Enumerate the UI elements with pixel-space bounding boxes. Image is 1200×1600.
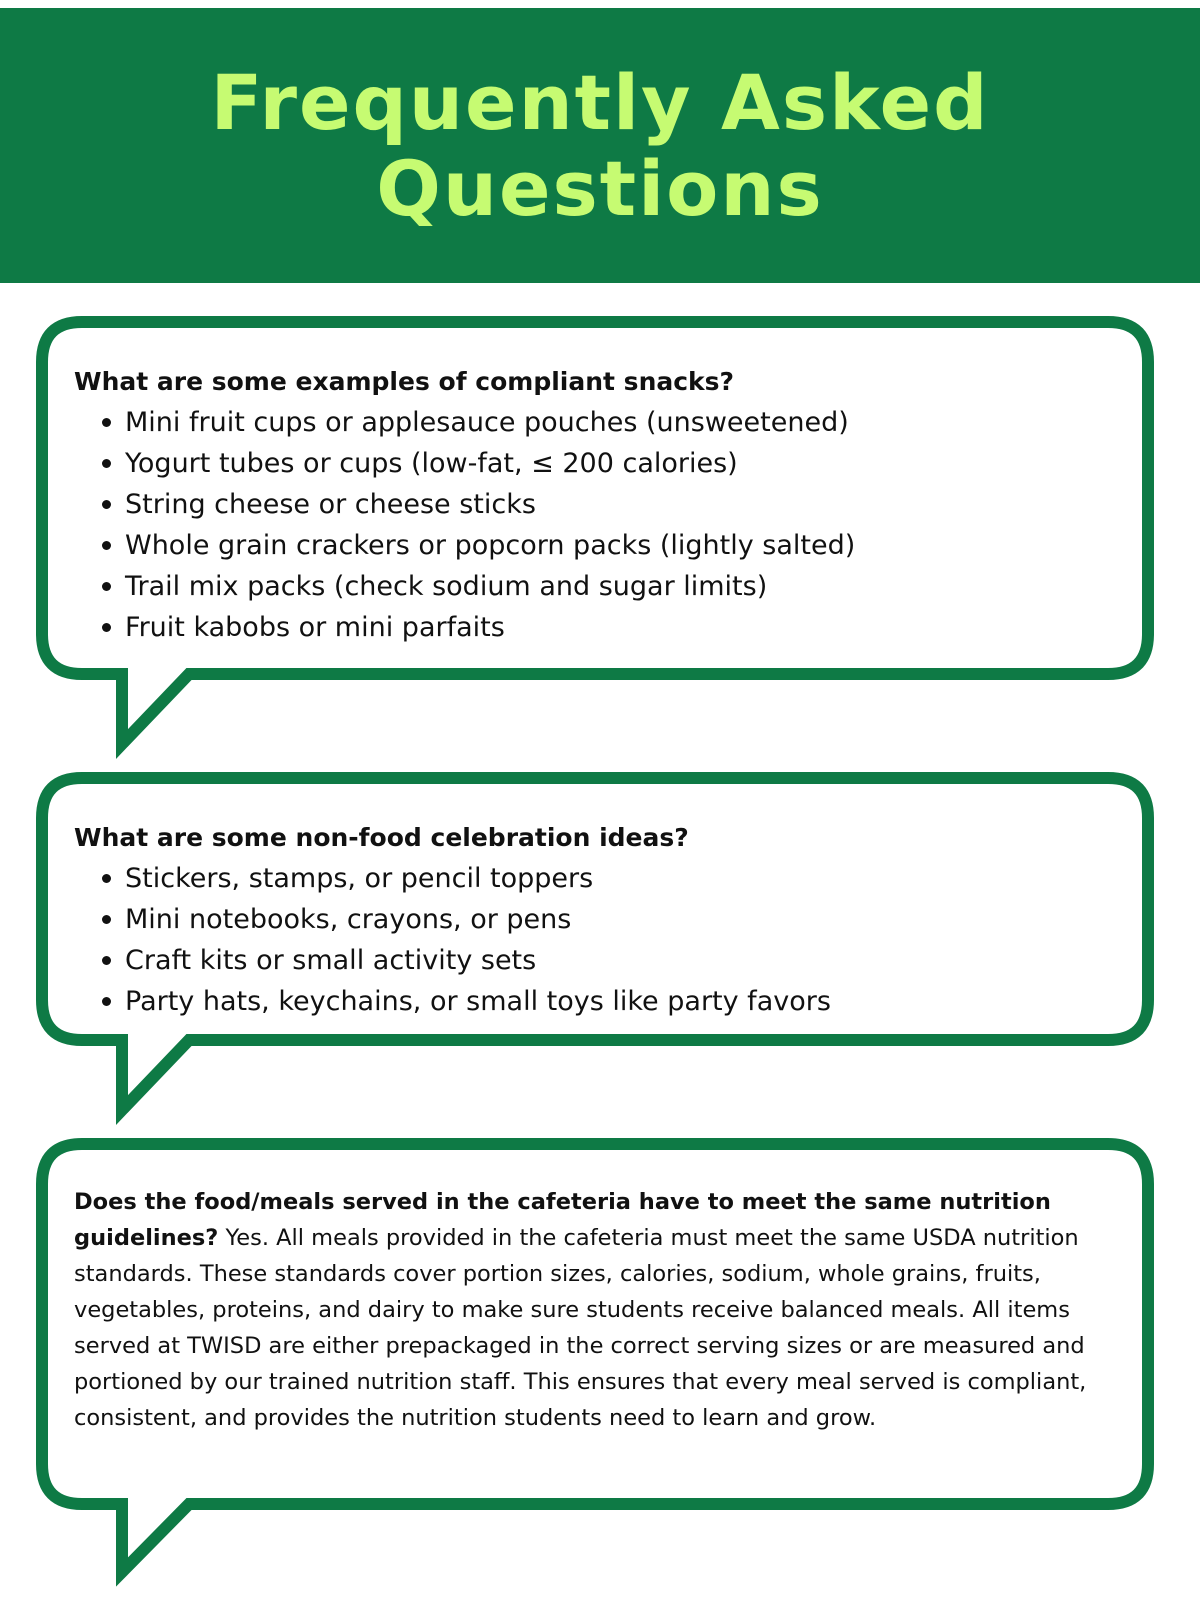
list-item: String cheese or cheese sticks	[74, 484, 1124, 525]
faq-answer-list	[74, 402, 1124, 648]
faq-answer-list	[74, 858, 1124, 1022]
page-title-line-1: Frequently Asked	[210, 58, 990, 148]
faq-item-cafeteria	[74, 1184, 1124, 1436]
list-item: Mini fruit cups or applesauce pouches (unsweetened)	[74, 402, 1124, 443]
list-item: Yogurt tubes or cups (low-fat, ≤ 200 calories)	[74, 443, 1124, 484]
list-item: Party hats, keychains, or small toys like party favors	[74, 981, 1124, 1022]
list-item: Whole grain crackers or popcorn packs (lightly salted)	[74, 525, 1124, 566]
list-item: Fruit kabobs or mini parfaits	[74, 607, 1124, 648]
list-item: Craft kits or small activity sets	[74, 940, 1124, 981]
list-item: Trail mix packs (check sodium and sugar limits)	[74, 566, 1124, 607]
faq-item-celebrations	[74, 817, 1124, 1022]
list-item: Mini notebooks, crayons, or pens	[74, 899, 1124, 940]
list-item: Stickers, stamps, or pencil toppers	[74, 858, 1124, 899]
page-title-line-2: Questions	[376, 143, 824, 233]
faq-question: Does the food/meals served in the cafeteria have to meet the same nutrition guidelines?	[74, 1189, 1051, 1251]
faq-answer: Yes. All meals provided in the cafeteria must meet the same USDA nutrition standards. These standards cover portion sizes, calories, sodium, whole grains, fruits, vegetables, proteins, and dairy to make sure students receive balanced meals. All items served at TWISD are either prepackaged in the correct serving sizes or are measured and portioned by our trained nutrition staff. This ensures that every meal served is compliant, consistent, and provides the nutrition students need to learn and grow.	[74, 1225, 1087, 1431]
faq-item-snacks	[74, 361, 1124, 648]
faq-question: What are some non-food celebration ideas?	[74, 823, 689, 852]
faq-question: What are some examples of compliant snacks?	[74, 367, 735, 396]
faq-paragraph	[74, 1184, 1124, 1436]
